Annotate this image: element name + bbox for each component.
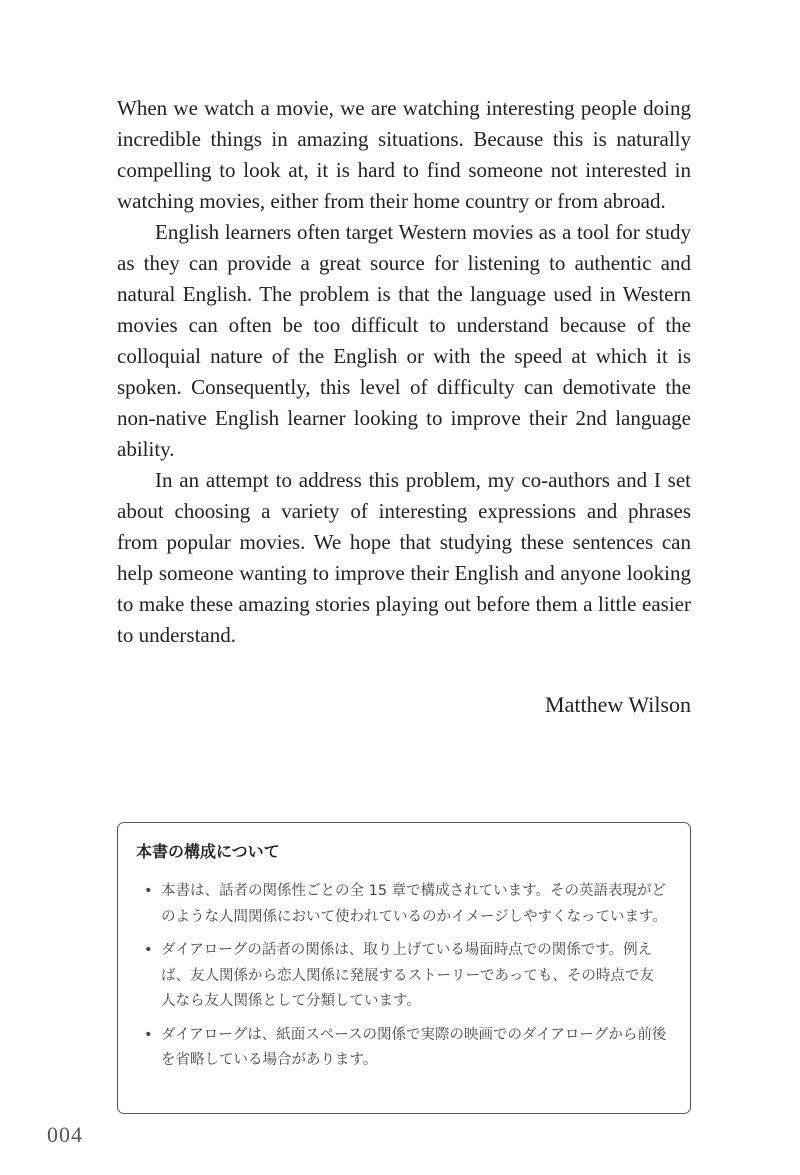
author-signature: Matthew Wilson	[545, 692, 691, 717]
paragraph-1: When we watch a movie, we are watching interesting people doing incredible things in amazing situations. Because this is naturally compelling to look at, it is hard to find someone not interested in watching movies, either from their home country or from abroad.	[117, 96, 691, 213]
notes-item-text: ダイアローグは、紙面スペースの関係で実際の映画でのダイアローグから前後を省略している場合があります。	[161, 1026, 667, 1068]
notes-list-item	[136, 938, 668, 1015]
paragraph-2: English learners often target Western movies as a tool for study as they can provide a great source for listening to authentic and natural English. The problem is that the language used in Western movies can often be too difficult to understand because of the colloquial nature of the English or with the speed at which it is spoken. Consequently, this level of difficulty can demotivate the non-native English learner looking to improve their 2nd language ability.	[117, 220, 691, 461]
notes-list	[136, 879, 668, 1074]
bullet-icon: •	[144, 883, 153, 899]
notes-title: 本書の構成について	[136, 842, 280, 861]
notes-item-text: 本書は、話者の関係性ごとの全 15 章で構成されています。その英語表現がどのような人間関係において使われているのかイメージしやすくなっています。	[161, 883, 667, 925]
notes-item-text: ダイアローグの話者の関係は、取り上げている場面時点での関係です。例えば、友人関係から恋人関係に発展するストーリーであっても、その時点で友人なら友人関係として分類しています。	[161, 942, 654, 1009]
paragraph-3: In an attempt to address this problem, my co-authors and I set about choosing a variety of interesting expressions and phrases from popular movies. We hope that studying these sentences can help someone wanting to improve their English and anyone looking to make these amazing stories playing out before them a little easier to understand.	[117, 468, 691, 647]
bullet-icon: •	[144, 942, 153, 958]
page-number: 004	[47, 1122, 83, 1147]
notes-list-item	[136, 1023, 668, 1074]
preface-text	[117, 93, 691, 651]
notes-list-item	[136, 879, 668, 930]
bullet-icon: •	[144, 1026, 153, 1043]
book-structure-notes-box	[117, 822, 691, 1114]
